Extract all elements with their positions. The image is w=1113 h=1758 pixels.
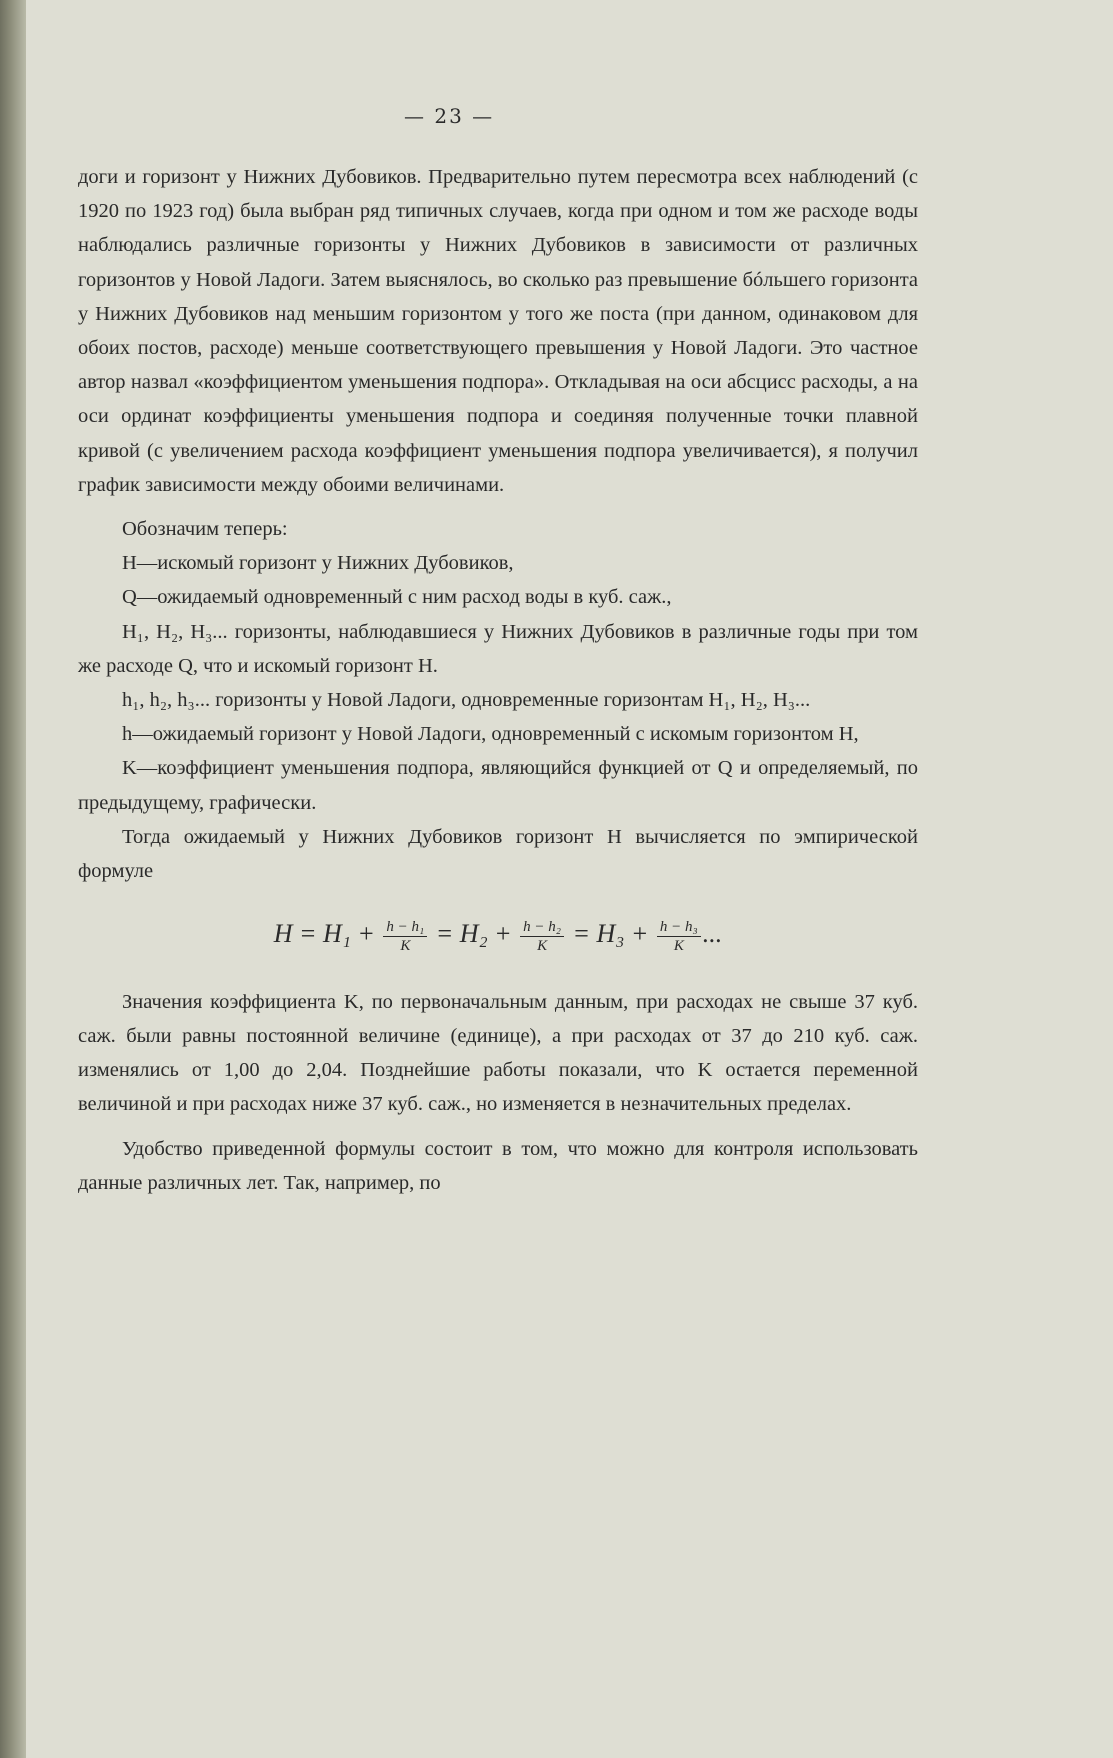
paragraph: Удобство приведенной формулы состоит в том, что можно для контроля использовать данные различных лет. Так, например, по (78, 1137, 918, 1194)
fraction (383, 918, 427, 955)
fraction-numerator: h − h₂ (520, 918, 564, 937)
book-spine-shadow (0, 0, 26, 1758)
page-number: — 23 — (404, 104, 495, 128)
formula-part: ... (702, 919, 723, 949)
fraction-denominator: K (673, 937, 684, 954)
definition-item: K—коэффициент уменьшения подпора, являющийся функцией от Q и определяемый, по предыдущему, графически. (78, 757, 918, 814)
fraction-denominator: K (537, 937, 548, 954)
fraction (657, 918, 701, 955)
fraction-numerator: h − h₃ (657, 918, 701, 937)
page-body (78, 160, 918, 1200)
formula-part: H = H₁ + (273, 919, 382, 949)
definition-item: h₁, h₂, h₃... горизонты у Новой Ладоги, одновременные горизонтам H₁, H₂, H₃... (122, 689, 811, 712)
definition-item: Q—ожидаемый одновременный с ним расход воды в куб. саж., (122, 586, 672, 609)
paragraph: Обозначим теперь: (122, 518, 288, 541)
empirical-formula (78, 914, 918, 955)
paragraph: Значения коэффициента K, по первоначальным данным, при расходах не свыше 37 куб. саж. были равны постоянной величине (единице), а при расходах от 37 до 210 куб. саж. изменялись от 1,00 до 2,04. Позднейшие работы показали, что K остается переменной величиной и при расходах ниже 37 куб. саж., но изменяется в незначительных пределах. (78, 990, 918, 1116)
definition-item: H₁, H₂, H₃... горизонты, наблюдавшиеся у Нижних Дубовиков в различные годы при том же расходе Q, что и искомый горизонт H. (78, 620, 918, 677)
formula-part: = H₂ + (429, 919, 519, 949)
fraction (520, 918, 564, 955)
formula-part: = H₃ + (566, 919, 655, 949)
definition-item: H—искомый горизонт у Нижних Дубовиков, (122, 552, 514, 575)
paragraph: доги и горизонт у Нижних Дубовиков. Предварительно путем пересмотра всех наблюдений (с 1920 по 1923 год) была выбран ряд типичных случаев, когда при одном и том же расходе воды наблюдались различные горизонты у Нижних Дубовиков в зависимости от различных горизонтов у Новой Ладоги. Затем выяснялось, во сколько раз превышение бóльшего горизонта у Нижних Дубовиков над меньшим горизонтом у того же поста (при данном, одинаковом для обоих постов, расходе) меньше соответствующего превышения у Новой Ладоги. Это частное автор назвал «коэффициентом уменьшения подпора». Откладывая на оси абсцисс расходы, а на оси ординат коэффициенты уменьшения подпора и соединяя полученные точки плавной кривой (с увеличением расхода коэффициент уменьшения подпора увеличивается), я получил график зависимости между обоими величинами. (78, 166, 918, 496)
book-page (26, 0, 1113, 1758)
paragraph: Тогда ожидаемый у Нижних Дубовиков горизонт H вычисляется по эмпирической формуле (78, 825, 918, 883)
definition-item: h—ожидаемый горизонт у Новой Ладоги, одновременный с искомым горизонтом H, (122, 723, 859, 746)
fraction-numerator: h − h₁ (383, 918, 427, 937)
fraction-denominator: K (400, 937, 411, 954)
